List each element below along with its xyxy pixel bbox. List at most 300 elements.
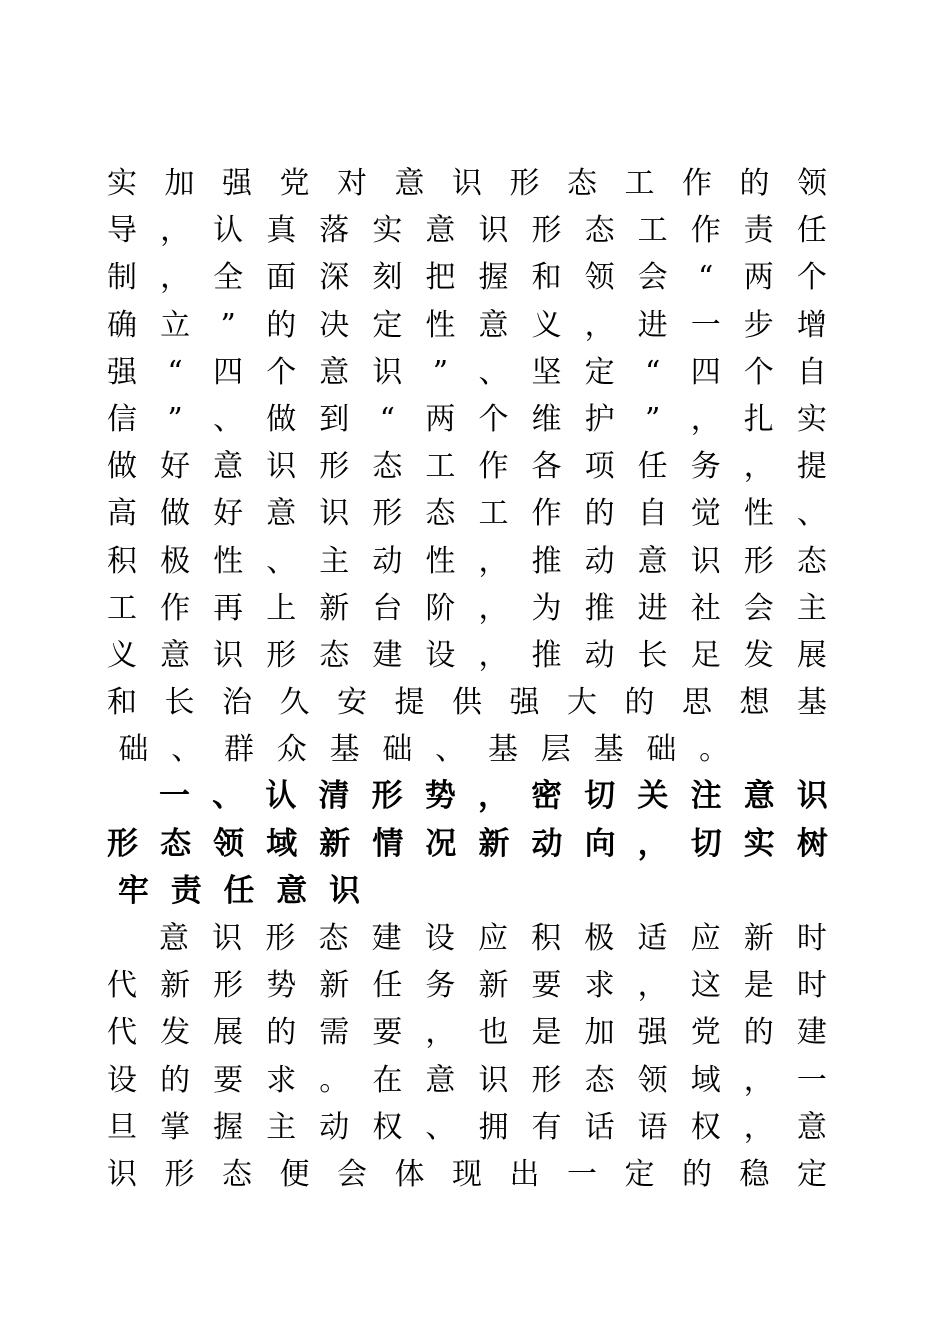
heading-line [107, 821, 827, 868]
glyph: 供 [452, 685, 482, 721]
glyph: 实 [796, 401, 827, 437]
glyph: ” [432, 354, 449, 390]
glyph: 牢 [117, 872, 149, 909]
heading-line [107, 868, 827, 915]
text-line [107, 585, 827, 632]
glyph: 领 [584, 260, 615, 296]
glyph: “ [698, 260, 714, 296]
glyph: 的 [266, 1015, 297, 1051]
glyph: 态 [319, 637, 350, 673]
glyph: 性 [743, 496, 774, 532]
glyph: 会 [337, 1156, 367, 1192]
glyph: 和 [107, 685, 137, 721]
glyph: 意 [319, 354, 350, 390]
glyph: 识 [266, 449, 297, 485]
text-line [107, 490, 827, 537]
glyph: 形 [266, 637, 297, 673]
glyph: 树 [796, 825, 828, 862]
glyph: 识 [796, 778, 828, 815]
glyph: 个 [266, 354, 297, 390]
glyph: 关 [637, 778, 669, 815]
glyph: 时 [796, 968, 827, 1004]
glyph: 态 [796, 543, 827, 579]
glyph: 础 [646, 732, 677, 768]
glyph: 的 [739, 166, 770, 201]
glyph: 和 [531, 260, 562, 296]
glyph: 立 [160, 307, 191, 343]
glyph: 强 [107, 354, 137, 390]
glyph: 形 [743, 543, 774, 579]
glyph: 一 [690, 307, 721, 343]
glyph: 握 [213, 1109, 244, 1145]
glyph: 决 [319, 307, 350, 343]
glyph: 权 [690, 1109, 721, 1145]
glyph: 动 [584, 637, 615, 673]
glyph: 动 [531, 825, 563, 862]
glyph: 础 [118, 732, 149, 768]
glyph: 求 [266, 1062, 297, 1098]
glyph: 的 [682, 1156, 712, 1192]
glyph: ， [478, 590, 509, 626]
glyph: 台 [372, 590, 403, 626]
glyph: 识 [213, 637, 244, 673]
glyph: ， [743, 1062, 774, 1098]
glyph: 意 [743, 778, 775, 815]
glyph: 新 [478, 968, 509, 1004]
glyph: 形 [531, 1062, 562, 1098]
glyph: 四 [690, 354, 721, 390]
glyph: 建 [371, 921, 402, 956]
glyph: 进 [637, 307, 668, 343]
glyph: 积 [531, 921, 562, 956]
glyph: 长 [164, 685, 195, 721]
glyph: 导 [107, 213, 137, 249]
glyph: 落 [319, 213, 350, 249]
glyph: 基 [593, 732, 624, 768]
glyph: 想 [739, 685, 770, 721]
glyph: 清 [318, 778, 350, 815]
text-line [107, 160, 827, 207]
glyph: 。 [319, 1062, 350, 1098]
glyph: 推 [531, 637, 562, 673]
glyph: 识 [372, 354, 403, 390]
glyph: 识 [478, 1062, 509, 1098]
glyph: 极 [584, 921, 615, 956]
glyph: 深 [319, 260, 350, 296]
glyph: 做 [266, 401, 297, 437]
glyph: ， [160, 213, 191, 249]
glyph: 、 [478, 354, 509, 390]
glyph: 新 [319, 825, 351, 862]
glyph: 形 [107, 825, 138, 862]
glyph: 、 [213, 401, 244, 437]
glyph: ， [637, 968, 668, 1004]
glyph: 作 [690, 213, 721, 249]
glyph: 安 [337, 685, 367, 721]
glyph: 态 [318, 921, 349, 956]
glyph: 性 [213, 543, 244, 579]
glyph: 新 [319, 590, 350, 626]
glyph: 出 [509, 1156, 540, 1192]
glyph: 设 [424, 921, 455, 956]
glyph: 提 [796, 449, 827, 485]
glyph: 认 [265, 778, 297, 815]
glyph: 、 [266, 543, 297, 579]
glyph: 现 [452, 1156, 482, 1192]
glyph: 建 [372, 637, 403, 673]
text-line [107, 726, 827, 773]
glyph: 加 [164, 166, 195, 201]
glyph: 实 [743, 825, 775, 862]
text-line [107, 207, 827, 254]
glyph: 实 [107, 166, 137, 201]
glyph: 建 [796, 1015, 827, 1051]
glyph: 体 [394, 1156, 425, 1192]
glyph: 、 [435, 732, 466, 768]
glyph: 强 [509, 685, 540, 721]
glyph: “ [167, 354, 183, 390]
text-line [107, 679, 827, 726]
glyph: 工 [624, 166, 655, 201]
glyph: 便 [279, 1156, 310, 1192]
glyph: 工 [107, 590, 137, 626]
glyph: 态 [425, 496, 456, 532]
text-line [107, 1057, 827, 1104]
glyph: 各 [531, 449, 562, 485]
glyph: 护 [584, 401, 615, 437]
glyph: 一 [796, 1062, 827, 1098]
glyph: 任 [223, 872, 255, 909]
glyph: 会 [743, 590, 774, 626]
glyph: ， [425, 1015, 456, 1051]
glyph: 个 [796, 260, 827, 296]
glyph: 态 [372, 449, 403, 485]
glyph: ， [690, 401, 721, 437]
document-content [107, 160, 827, 1198]
glyph: 识 [452, 166, 482, 201]
glyph: 设 [425, 637, 456, 673]
glyph: 也 [478, 1015, 509, 1051]
glyph: 识 [478, 213, 509, 249]
glyph: 识 [212, 921, 243, 956]
glyph: 的 [743, 1015, 774, 1051]
glyph: 治 [222, 685, 252, 721]
glyph: 旦 [107, 1109, 137, 1145]
glyph: 工 [637, 213, 668, 249]
glyph: 两 [743, 260, 774, 296]
glyph: 求 [584, 968, 615, 1004]
glyph: 向 [584, 825, 616, 862]
glyph: ， [478, 637, 509, 673]
glyph: 动 [319, 1109, 350, 1145]
glyph: 群 [223, 732, 254, 768]
glyph: “ [379, 401, 395, 437]
glyph: 新 [478, 825, 510, 862]
glyph: 权 [372, 1109, 403, 1145]
glyph: 信 [107, 401, 137, 437]
glyph: 情 [372, 825, 404, 862]
glyph: 意 [796, 1109, 827, 1145]
glyph: 应 [477, 921, 508, 956]
glyph: 步 [743, 307, 774, 343]
glyph: 要 [531, 968, 562, 1004]
glyph: 发 [743, 637, 774, 673]
glyph: 础 [382, 732, 413, 768]
glyph: 好 [160, 449, 191, 485]
section-paragraph [107, 915, 827, 1198]
glyph: 的 [624, 685, 655, 721]
glyph: 意 [425, 213, 456, 249]
glyph: 党 [690, 1015, 721, 1051]
glyph: 众 [276, 732, 307, 768]
glyph: 个 [478, 401, 509, 437]
glyph: ” [220, 307, 236, 343]
glyph: 态 [160, 825, 192, 862]
glyph: 。 [699, 732, 730, 768]
glyph: 全 [213, 260, 244, 296]
glyph: 识 [329, 872, 361, 909]
glyph: “ [644, 354, 661, 390]
glyph: 坚 [531, 354, 562, 390]
text-line [107, 962, 827, 1009]
glyph: 形 [265, 921, 296, 956]
intro-paragraph [107, 160, 827, 773]
text-line [107, 396, 827, 443]
glyph: ” [644, 401, 661, 437]
glyph: 有 [531, 1109, 562, 1145]
glyph: ， [478, 543, 509, 579]
glyph: 识 [690, 543, 721, 579]
glyph: 项 [584, 449, 615, 485]
text-line [107, 538, 827, 585]
glyph: 代 [107, 968, 137, 1004]
glyph: 主 [319, 543, 350, 579]
glyph: 要 [372, 1015, 403, 1051]
glyph: 要 [213, 1062, 244, 1098]
glyph: 到 [319, 401, 350, 437]
glyph: 作 [682, 166, 712, 201]
glyph: 、 [425, 1109, 456, 1145]
glyph: 务 [425, 968, 456, 1004]
glyph: 做 [160, 496, 191, 532]
glyph: 务 [690, 449, 721, 485]
glyph: 形 [319, 449, 350, 485]
glyph: 真 [266, 213, 297, 249]
glyph: 足 [690, 637, 721, 673]
glyph: 发 [160, 1015, 191, 1051]
section-heading [107, 773, 827, 915]
glyph: ” [167, 401, 183, 437]
glyph: 一 [567, 1156, 597, 1192]
glyph: 扎 [743, 401, 774, 437]
glyph: 维 [531, 401, 562, 437]
glyph: 切 [690, 825, 722, 862]
glyph: 层 [540, 732, 571, 768]
glyph: 作 [531, 496, 562, 532]
glyph: 强 [222, 166, 252, 201]
glyph: 拥 [478, 1109, 509, 1145]
heading-line [107, 773, 827, 820]
glyph: 高 [107, 496, 137, 532]
glyph: 阶 [425, 590, 456, 626]
glyph: 态 [222, 1156, 252, 1192]
glyph: 个 [743, 354, 774, 390]
glyph: 定 [372, 307, 403, 343]
glyph: 在 [372, 1062, 403, 1098]
glyph: 形 [509, 166, 540, 201]
glyph: ， [743, 1109, 774, 1145]
glyph: 自 [796, 354, 827, 390]
glyph: 刻 [372, 260, 403, 296]
glyph: 需 [319, 1015, 350, 1051]
glyph: 意 [637, 543, 668, 579]
glyph: 意 [478, 307, 509, 343]
glyph: 为 [531, 590, 562, 626]
glyph: 实 [372, 213, 403, 249]
glyph: 是 [531, 1015, 562, 1051]
glyph: 增 [796, 307, 827, 343]
glyph: 进 [637, 590, 668, 626]
glyph: 领 [797, 166, 827, 201]
text-line [107, 302, 827, 349]
glyph: 是 [743, 968, 774, 1004]
glyph: 加 [584, 1015, 615, 1051]
glyph: 形 [164, 1156, 195, 1192]
glyph: 密 [531, 778, 563, 815]
text-line [107, 1009, 827, 1056]
glyph: 意 [394, 166, 425, 201]
glyph: 长 [637, 637, 668, 673]
glyph: 任 [637, 449, 668, 485]
glyph: ， [637, 825, 669, 862]
glyph: 注 [690, 778, 722, 815]
glyph: 定 [624, 1156, 655, 1192]
glyph: 定 [797, 1156, 827, 1192]
glyph: 自 [637, 496, 668, 532]
glyph: 设 [107, 1062, 137, 1098]
glyph: 意 [425, 1062, 456, 1098]
text-line [107, 1104, 827, 1151]
glyph: ， [584, 307, 615, 343]
glyph: 语 [637, 1109, 668, 1145]
glyph: 责 [170, 872, 202, 909]
glyph: 认 [213, 213, 244, 249]
glyph: 意 [266, 496, 297, 532]
glyph: 新 [743, 921, 774, 956]
glyph: 态 [584, 1062, 615, 1098]
glyph: 形 [371, 778, 403, 815]
glyph: 责 [743, 213, 774, 249]
glyph: 对 [337, 166, 367, 201]
glyph: 领 [213, 825, 245, 862]
glyph: 话 [584, 1109, 615, 1145]
glyph: 强 [637, 1015, 668, 1051]
glyph: 做 [107, 449, 137, 485]
glyph: 况 [425, 825, 457, 862]
glyph: 党 [279, 166, 310, 201]
glyph: 态 [567, 166, 597, 201]
glyph: ， [160, 260, 191, 296]
glyph: 意 [159, 921, 189, 956]
glyph: 、 [212, 778, 244, 815]
glyph: 形 [213, 968, 244, 1004]
glyph: 域 [266, 825, 298, 862]
glyph: 时 [796, 921, 827, 956]
glyph: 切 [584, 778, 616, 815]
glyph: 这 [690, 968, 721, 1004]
glyph: 性 [425, 543, 456, 579]
glyph: 制 [107, 260, 137, 296]
glyph: 再 [213, 590, 244, 626]
glyph: 工 [478, 496, 509, 532]
glyph: 确 [107, 307, 137, 343]
glyph: 形 [531, 213, 562, 249]
glyph: 的 [266, 307, 297, 343]
glyph: 展 [796, 637, 827, 673]
glyph: 动 [372, 543, 403, 579]
glyph: 识 [107, 1156, 137, 1192]
glyph: 作 [160, 590, 191, 626]
glyph: 任 [796, 213, 827, 249]
text-line [107, 349, 827, 396]
glyph: 意 [276, 872, 308, 909]
glyph: 好 [213, 496, 244, 532]
glyph: 的 [584, 496, 615, 532]
glyph: 性 [425, 307, 456, 343]
glyph: 积 [107, 543, 137, 579]
glyph: 工 [425, 449, 456, 485]
glyph: 形 [372, 496, 403, 532]
glyph: 握 [478, 260, 509, 296]
glyph: 意 [213, 449, 244, 485]
glyph: 意 [160, 637, 191, 673]
glyph: 应 [690, 921, 721, 956]
glyph: 动 [584, 543, 615, 579]
text-line [107, 443, 827, 490]
glyph: 定 [584, 354, 615, 390]
glyph: 两 [425, 401, 456, 437]
glyph: 推 [584, 590, 615, 626]
glyph: 会 [637, 260, 668, 296]
glyph: 主 [796, 590, 827, 626]
glyph: ， [477, 778, 509, 815]
glyph: 基 [487, 732, 518, 768]
glyph: 义 [107, 637, 137, 673]
glyph: 新 [319, 968, 350, 1004]
text-line [107, 915, 827, 962]
glyph: 一 [159, 778, 190, 815]
glyph: 代 [107, 1015, 137, 1051]
glyph: 、 [171, 732, 202, 768]
text-line [107, 632, 827, 679]
glyph: 思 [682, 685, 712, 721]
glyph: ， [743, 449, 774, 485]
glyph: 义 [531, 307, 562, 343]
glyph: 四 [213, 354, 244, 390]
glyph: 领 [637, 1062, 668, 1098]
glyph: 作 [478, 449, 509, 485]
glyph: 、 [796, 496, 827, 532]
glyph: 极 [160, 543, 191, 579]
glyph: 上 [266, 590, 297, 626]
glyph: 稳 [739, 1156, 770, 1192]
glyph: 推 [531, 543, 562, 579]
glyph: 适 [637, 921, 668, 956]
glyph: 的 [160, 1062, 191, 1098]
glyph: 展 [213, 1015, 244, 1051]
glyph: 域 [690, 1062, 721, 1098]
glyph: 识 [319, 496, 350, 532]
